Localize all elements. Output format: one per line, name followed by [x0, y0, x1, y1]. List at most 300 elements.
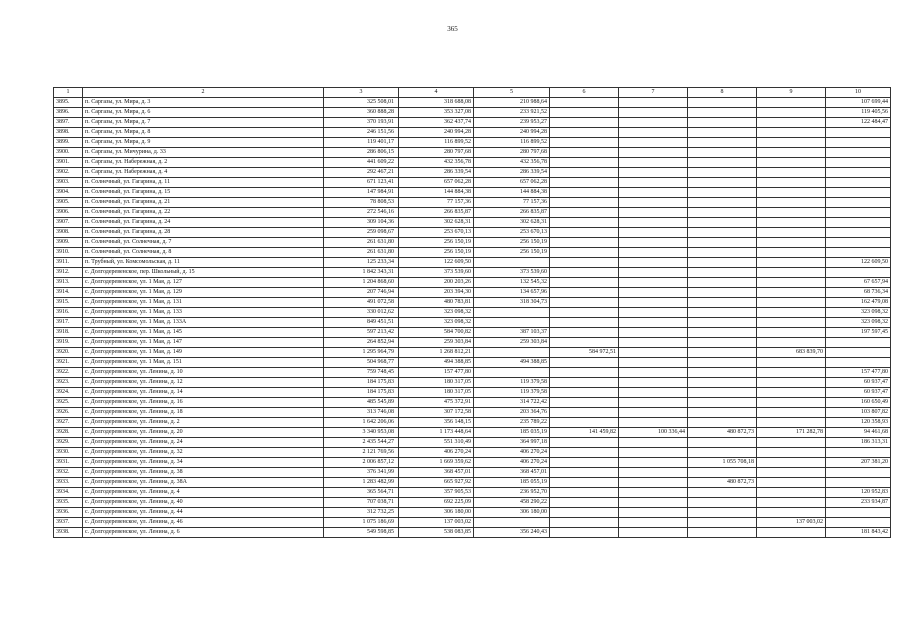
amount-cell	[688, 168, 757, 178]
amount-cell: 184 175,83	[324, 378, 399, 388]
amount-cell	[688, 348, 757, 358]
amount-cell	[757, 98, 826, 108]
amount-cell: 122 484,47	[826, 118, 891, 128]
table-row	[54, 128, 891, 138]
table-row	[54, 518, 891, 528]
row-number-cell: 3922.	[54, 368, 83, 378]
amount-cell: 318 688,08	[399, 98, 474, 108]
table-row	[54, 348, 891, 358]
amount-cell: 272 546,16	[324, 208, 399, 218]
amount-cell	[688, 248, 757, 258]
row-number-cell: 3924.	[54, 388, 83, 398]
amount-cell	[619, 338, 688, 348]
address-cell: п. Солнечный, ул. Гагарина, д. 11	[83, 178, 324, 188]
amount-cell	[826, 478, 891, 488]
row-number-cell: 3895.	[54, 98, 83, 108]
address-cell: с. Долгодеревенское, ул. Ленина, д. 18	[83, 408, 324, 418]
amount-cell	[757, 138, 826, 148]
amount-cell	[688, 138, 757, 148]
amount-cell: 157 477,80	[399, 368, 474, 378]
amount-cell	[757, 248, 826, 258]
table-row	[54, 458, 891, 468]
address-cell: с. Долгодеревенское, ул. 1 Мая, д. 151	[83, 358, 324, 368]
amount-cell: 671 123,41	[324, 178, 399, 188]
table-row	[54, 268, 891, 278]
address-cell: п. Саргазы, ул. Мира, д. 9	[83, 138, 324, 148]
amount-cell: 480 872,73	[688, 428, 757, 438]
amount-cell: 323 098,32	[826, 318, 891, 328]
amount-cell	[688, 508, 757, 518]
amount-cell: 368 457,01	[399, 468, 474, 478]
amount-cell	[550, 198, 619, 208]
amount-cell: 119 379,58	[474, 378, 550, 388]
amount-cell: 849 451,51	[324, 318, 399, 328]
amount-cell	[757, 308, 826, 318]
amount-cell	[474, 308, 550, 318]
amount-cell: 122 609,50	[826, 258, 891, 268]
amount-cell	[550, 358, 619, 368]
row-number-cell: 3904.	[54, 188, 83, 198]
amount-cell	[550, 108, 619, 118]
amount-cell: 280 797,68	[474, 148, 550, 158]
amount-cell: 203 364,76	[474, 408, 550, 418]
amount-cell: 147 984,91	[324, 188, 399, 198]
amount-cell	[619, 158, 688, 168]
amount-cell	[619, 228, 688, 238]
table-row	[54, 248, 891, 258]
amount-cell	[550, 98, 619, 108]
amount-cell	[619, 318, 688, 328]
amount-cell: 144 884,38	[399, 188, 474, 198]
amount-cell: 264 852,94	[324, 338, 399, 348]
amount-cell	[619, 148, 688, 158]
amount-cell: 387 103,37	[474, 328, 550, 338]
amount-cell: 180 317,05	[399, 388, 474, 398]
address-cell: с. Долгодеревенское, ул. 1 Мая, д. 131	[83, 298, 324, 308]
table-row	[54, 508, 891, 518]
amount-cell	[688, 398, 757, 408]
amount-cell	[550, 268, 619, 278]
row-number-cell: 3912.	[54, 268, 83, 278]
address-cell: с. Долгодеревенское, ул. Ленина, д. 16	[83, 398, 324, 408]
amount-cell: 259 098,67	[324, 228, 399, 238]
address-cell: с. Долгодеревенское, пер. Школьный, д. 15	[83, 268, 324, 278]
amount-cell: 180 317,05	[399, 378, 474, 388]
table-row	[54, 418, 891, 428]
amount-cell	[757, 388, 826, 398]
amount-cell	[550, 248, 619, 258]
address-cell: п. Солнечный, ул. Гагарина, д. 24	[83, 218, 324, 228]
amount-cell: 597 213,42	[324, 328, 399, 338]
row-number-cell: 3930.	[54, 448, 83, 458]
amount-cell: 370 193,91	[324, 118, 399, 128]
amount-cell	[550, 228, 619, 238]
amount-cell	[688, 158, 757, 168]
table-row	[54, 338, 891, 348]
amount-cell: 197 597,45	[826, 328, 891, 338]
amount-cell: 376 341,99	[324, 468, 399, 478]
amount-cell	[757, 338, 826, 348]
amount-cell: 1 642 206,06	[324, 418, 399, 428]
amount-cell	[619, 168, 688, 178]
amount-cell	[619, 98, 688, 108]
amount-cell	[619, 438, 688, 448]
amount-cell: 494 388,85	[399, 358, 474, 368]
table-row	[54, 438, 891, 448]
amount-cell	[757, 438, 826, 448]
amount-cell: 707 038,71	[324, 498, 399, 508]
amount-cell	[619, 248, 688, 258]
address-cell: п. Солнечный, ул. Гагарина, д. 21	[83, 198, 324, 208]
amount-cell: 259 303,84	[474, 338, 550, 348]
table-row	[54, 218, 891, 228]
address-cell: п. Солнечный, ул. Солнечная, д. 8	[83, 248, 324, 258]
row-number-cell: 3907.	[54, 218, 83, 228]
amount-cell	[757, 378, 826, 388]
amount-cell	[550, 458, 619, 468]
address-cell: с. Долгодеревенское, ул. Ленина, д. 40	[83, 498, 324, 508]
header-cell-4: 4	[399, 88, 474, 98]
amount-cell	[688, 488, 757, 498]
amount-cell	[757, 488, 826, 498]
table-row	[54, 238, 891, 248]
amount-cell: 253 670,13	[474, 228, 550, 238]
amount-cell: 134 657,96	[474, 288, 550, 298]
address-cell: п. Солнечный, ул. Гагарина, д. 22	[83, 208, 324, 218]
amount-cell: 286 806,15	[324, 148, 399, 158]
amount-cell	[550, 188, 619, 198]
address-cell: с. Долгодеревенское, ул. 1 Мая, д. 129	[83, 288, 324, 298]
table-row	[54, 498, 891, 508]
amount-cell	[550, 258, 619, 268]
row-number-cell: 3923.	[54, 378, 83, 388]
amount-cell	[757, 408, 826, 418]
amount-cell	[757, 218, 826, 228]
amount-cell: 185 055,19	[474, 478, 550, 488]
amount-cell	[619, 138, 688, 148]
address-cell: с. Долгодеревенское, ул. 1 Мая, д. 145	[83, 328, 324, 338]
amount-cell	[757, 108, 826, 118]
amount-cell	[550, 118, 619, 128]
amount-cell: 94 461,68	[826, 428, 891, 438]
header-cell-8: 8	[688, 88, 757, 98]
amount-cell	[757, 168, 826, 178]
amount-cell	[826, 338, 891, 348]
amount-cell: 132 545,32	[474, 278, 550, 288]
amount-cell: 1 295 964,79	[324, 348, 399, 358]
amount-cell: 480 783,81	[399, 298, 474, 308]
amount-cell	[757, 418, 826, 428]
row-number-cell: 3913.	[54, 278, 83, 288]
row-number-cell: 3936.	[54, 508, 83, 518]
amount-cell: 60 937,47	[826, 388, 891, 398]
amount-cell: 137 003,02	[399, 518, 474, 528]
amount-cell	[619, 488, 688, 498]
amount-cell	[688, 498, 757, 508]
amount-cell	[688, 368, 757, 378]
amount-cell	[688, 198, 757, 208]
amount-cell	[619, 188, 688, 198]
address-cell: с. Долгодеревенское, ул. Ленина, д. 6	[83, 528, 324, 538]
amount-cell	[688, 238, 757, 248]
page-number: 365	[447, 25, 458, 33]
amount-cell: 186 313,31	[826, 438, 891, 448]
amount-cell	[826, 448, 891, 458]
amount-cell: 266 835,87	[399, 208, 474, 218]
amount-cell	[619, 348, 688, 358]
amount-cell	[757, 258, 826, 268]
amount-cell	[757, 188, 826, 198]
amount-cell	[826, 518, 891, 528]
amount-cell	[474, 258, 550, 268]
amount-cell	[550, 308, 619, 318]
address-cell: п. Саргазы, ул. Мира, д. 7	[83, 118, 324, 128]
amount-cell: 504 968,77	[324, 358, 399, 368]
amount-cell	[619, 508, 688, 518]
table-row	[54, 178, 891, 188]
table-row	[54, 308, 891, 318]
table-row	[54, 278, 891, 288]
amount-cell: 313 746,08	[324, 408, 399, 418]
address-cell: с. Долгодеревенское, ул. Ленина, д. 44	[83, 508, 324, 518]
row-number-cell: 3905.	[54, 198, 83, 208]
amount-cell	[619, 388, 688, 398]
amount-cell	[619, 418, 688, 428]
address-cell: п. Солнечный, ул. Гагарина, д. 15	[83, 188, 324, 198]
amount-cell	[826, 128, 891, 138]
amount-cell	[757, 358, 826, 368]
amount-cell	[757, 178, 826, 188]
amount-cell	[688, 518, 757, 528]
amount-cell	[757, 368, 826, 378]
amount-cell	[550, 398, 619, 408]
amount-cell	[757, 268, 826, 278]
row-number-cell: 3899.	[54, 138, 83, 148]
row-number-cell: 3918.	[54, 328, 83, 338]
amount-cell	[826, 228, 891, 238]
amount-cell: 162 479,08	[826, 298, 891, 308]
table-row	[54, 168, 891, 178]
amount-cell	[688, 228, 757, 238]
amount-cell: 286 339,54	[474, 168, 550, 178]
row-number-cell: 3931.	[54, 458, 83, 468]
amount-cell	[688, 528, 757, 538]
address-cell: с. Долгодеревенское, ул. Ленина, д. 10	[83, 368, 324, 378]
amount-cell	[826, 148, 891, 158]
table-row	[54, 158, 891, 168]
address-cell: п. Саргазы, ул. Набережная, д. 4	[83, 168, 324, 178]
amount-cell	[688, 148, 757, 158]
amount-cell	[688, 418, 757, 428]
amount-cell	[757, 528, 826, 538]
amount-cell	[619, 268, 688, 278]
amount-cell	[550, 318, 619, 328]
amount-cell: 551 310,49	[399, 438, 474, 448]
header-cell-5: 5	[474, 88, 550, 98]
address-cell: п. Трубный, ул. Комсомольская, д. 11	[83, 258, 324, 268]
amount-cell: 325 508,01	[324, 98, 399, 108]
amount-cell	[688, 98, 757, 108]
amount-cell	[619, 238, 688, 248]
row-number-cell: 3909.	[54, 238, 83, 248]
table-row	[54, 118, 891, 128]
amount-cell	[757, 128, 826, 138]
amount-cell: 78 808,53	[324, 198, 399, 208]
address-cell: с. Долгодеревенское, ул. 1 Мая, д. 133А	[83, 318, 324, 328]
amount-cell	[757, 458, 826, 468]
amount-cell: 233 921,52	[474, 108, 550, 118]
amount-cell: 491 072,58	[324, 298, 399, 308]
amount-cell: 116 899,52	[474, 138, 550, 148]
table-row	[54, 298, 891, 308]
row-number-cell: 3927.	[54, 418, 83, 428]
address-cell: с. Долгодеревенское, ул. Ленина, д. 20	[83, 428, 324, 438]
address-cell: с. Долгодеревенское, ул. Ленина, д. 34	[83, 458, 324, 468]
table-row	[54, 428, 891, 438]
amount-cell	[826, 348, 891, 358]
amount-cell	[688, 188, 757, 198]
row-number-cell: 3938.	[54, 528, 83, 538]
table-row	[54, 108, 891, 118]
amount-cell	[550, 508, 619, 518]
amount-cell: 137 003,02	[757, 518, 826, 528]
amount-cell	[688, 178, 757, 188]
amount-cell: 373 539,60	[474, 268, 550, 278]
amount-cell: 259 303,84	[399, 338, 474, 348]
row-number-cell: 3903.	[54, 178, 83, 188]
amount-cell: 240 994,28	[474, 128, 550, 138]
amount-cell	[826, 218, 891, 228]
amount-cell	[550, 218, 619, 228]
table-row	[54, 318, 891, 328]
row-number-cell: 3900.	[54, 148, 83, 158]
amount-cell	[550, 338, 619, 348]
amount-cell	[688, 338, 757, 348]
amount-cell: 1 204 868,60	[324, 278, 399, 288]
amount-cell	[550, 368, 619, 378]
amount-cell: 302 628,31	[474, 218, 550, 228]
amount-cell	[619, 358, 688, 368]
amount-cell	[688, 468, 757, 478]
amount-cell	[550, 488, 619, 498]
amount-cell	[826, 468, 891, 478]
amount-cell: 240 994,28	[399, 128, 474, 138]
address-cell: п. Солнечный, ул. Гагарина, д. 28	[83, 228, 324, 238]
amount-cell	[550, 528, 619, 538]
amount-cell: 441 609,22	[324, 158, 399, 168]
amount-cell	[619, 368, 688, 378]
amount-cell	[688, 438, 757, 448]
amount-cell	[550, 498, 619, 508]
row-number-cell: 3925.	[54, 398, 83, 408]
amount-cell: 122 609,50	[399, 258, 474, 268]
amount-cell: 364 997,18	[474, 438, 550, 448]
amount-cell	[826, 248, 891, 258]
amount-cell: 657 062,28	[399, 178, 474, 188]
address-cell: с. Долгодеревенское, ул. 1 Мая, д. 149	[83, 348, 324, 358]
amount-cell	[619, 408, 688, 418]
header-row	[54, 88, 891, 98]
amount-cell	[550, 178, 619, 188]
amount-cell: 2 435 544,27	[324, 438, 399, 448]
amount-cell: 323 098,32	[399, 318, 474, 328]
address-cell: с. Долгодеревенское, ул. Ленина, д. 24	[83, 438, 324, 448]
table-row	[54, 478, 891, 488]
row-number-cell: 3920.	[54, 348, 83, 358]
amount-cell: 1 075 186,69	[324, 518, 399, 528]
amount-cell: 2 006 857,12	[324, 458, 399, 468]
amount-cell	[757, 278, 826, 288]
amount-cell: 1 669 359,62	[399, 458, 474, 468]
row-number-cell: 3906.	[54, 208, 83, 218]
row-number-cell: 3937.	[54, 518, 83, 528]
amount-cell: 475 372,91	[399, 398, 474, 408]
row-number-cell: 3901.	[54, 158, 83, 168]
row-number-cell: 3915.	[54, 298, 83, 308]
row-number-cell: 3926.	[54, 408, 83, 418]
amount-cell	[757, 398, 826, 408]
amount-cell	[619, 198, 688, 208]
amount-cell: 107 699,44	[826, 98, 891, 108]
amount-cell: 286 339,54	[399, 168, 474, 178]
amount-cell: 356 148,15	[399, 418, 474, 428]
amount-cell	[619, 518, 688, 528]
amount-cell	[474, 518, 550, 528]
table-row	[54, 208, 891, 218]
address-cell: п. Саргазы, ул. Мичурина, д. 33	[83, 148, 324, 158]
amount-cell: 60 937,47	[826, 378, 891, 388]
amount-cell: 357 905,53	[399, 488, 474, 498]
amount-cell: 185 035,19	[474, 428, 550, 438]
amount-cell	[619, 478, 688, 488]
table-row	[54, 488, 891, 498]
row-number-cell: 3897.	[54, 118, 83, 128]
amount-cell	[757, 228, 826, 238]
address-cell: с. Долгодеревенское, ул. Ленина, д. 38А	[83, 478, 324, 488]
header-cell-7: 7	[619, 88, 688, 98]
amount-cell	[757, 498, 826, 508]
amount-cell	[550, 238, 619, 248]
amount-cell	[688, 278, 757, 288]
row-number-cell: 3934.	[54, 488, 83, 498]
amount-cell: 160 650,49	[826, 398, 891, 408]
amount-cell	[826, 188, 891, 198]
amount-cell	[550, 468, 619, 478]
amount-cell: 119 401,17	[324, 138, 399, 148]
amount-cell: 368 457,01	[474, 468, 550, 478]
table-row	[54, 378, 891, 388]
header-cell-9: 9	[757, 88, 826, 98]
amount-cell	[619, 448, 688, 458]
header-cell-6: 6	[550, 88, 619, 98]
table-row	[54, 408, 891, 418]
address-cell: п. Солнечный, ул. Солнечная, д. 7	[83, 238, 324, 248]
amount-cell	[619, 468, 688, 478]
amount-cell: 584 972,51	[550, 348, 619, 358]
amount-cell: 1 055 708,18	[688, 458, 757, 468]
amount-cell: 246 151,56	[324, 128, 399, 138]
amount-cell	[757, 118, 826, 128]
table-body	[54, 88, 891, 538]
address-cell: п. Саргазы, ул. Мира, д. 3	[83, 98, 324, 108]
amount-cell: 458 290,22	[474, 498, 550, 508]
amount-cell	[688, 268, 757, 278]
amount-cell: 239 953,27	[474, 118, 550, 128]
amount-cell: 302 628,31	[399, 218, 474, 228]
amount-cell	[826, 158, 891, 168]
amount-cell: 256 150,19	[399, 248, 474, 258]
amount-cell: 309 104,36	[324, 218, 399, 228]
